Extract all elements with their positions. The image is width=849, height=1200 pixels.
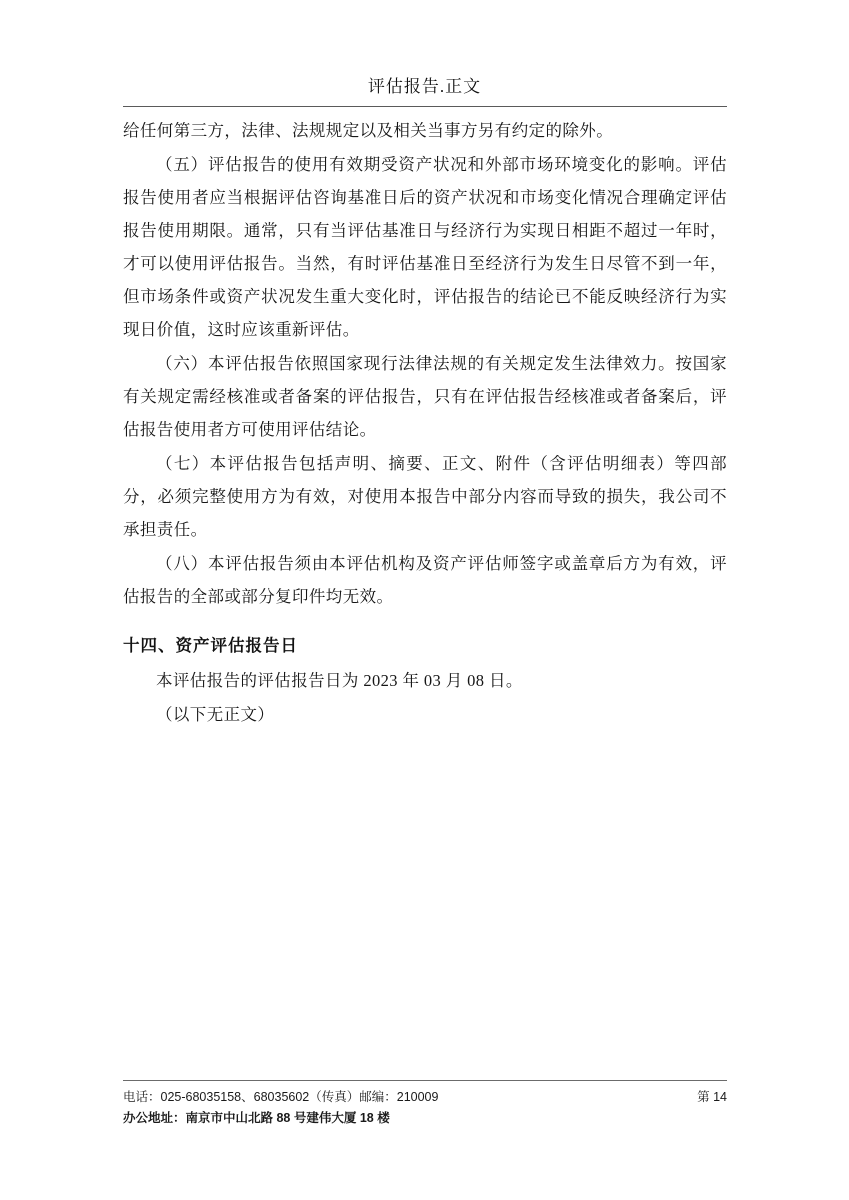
page-number: 第 14 [697, 1090, 727, 1104]
paragraph-item-six: （六）本评估报告依照国家现行法律法规的有关规定发生法律效力。按国家有关规定需经核准或者备案的评估报告，只有在评估报告经核准或者备案后，评估报告使用者方可使用评估结论。 [123, 354, 727, 439]
document-body [123, 114, 727, 732]
section-heading-report-date: 十四、资产评估报告日 [123, 636, 298, 655]
footer-contact-line [123, 1087, 727, 1108]
paragraph-no-text-below: （以下无正文） [156, 705, 275, 724]
paragraph-continued: 给任何第三方，法律、法规规定以及相关当事方另有约定的除外。 [123, 121, 614, 140]
footer-address-line: 办公地址：南京市中山北路 88 号建伟大厦 18 楼 [123, 1111, 390, 1125]
paragraph-item-seven: （七）本评估报告包括声明、摘要、正文、附件（含评估明细表）等四部分，必须完整使用方为有效，对使用本报告中部分内容而导致的损失，我公司不承担责任。 [123, 454, 727, 539]
page-header-title: 评估报告.正文 [367, 77, 482, 96]
paragraph-item-eight: （八）本评估报告须由本评估机构及资产评估师签字或盖章后方为有效，评估报告的全部或部分复印件均无效。 [123, 554, 727, 606]
header-divider [123, 106, 727, 107]
paragraph-report-date: 本评估报告的评估报告日为 2023 年 03 月 08 日。 [156, 671, 523, 690]
paragraph-item-five: （五）评估报告的使用有效期受资产状况和外部市场环境变化的影响。评估报告使用者应当根据评估咨询基准日后的资产状况和市场变化情况合理确定评估报告使用期限。通常，只有当评估基准日与经济行为实现日相距不超过一年时，才可以使用评估报告。当然，有时评估基准日至经济行为发生日尽管不到一年，但市场条件或资产状况发生重大变化时，评估报告的结论已不能反映经济行为实现日价值，这时应该重新评估。 [123, 155, 727, 339]
footer-phone-text: 电话：025-68035158、68035602（传真）邮编：210009 [123, 1090, 439, 1104]
page-footer [123, 1080, 727, 1129]
footer-divider [123, 1080, 727, 1081]
